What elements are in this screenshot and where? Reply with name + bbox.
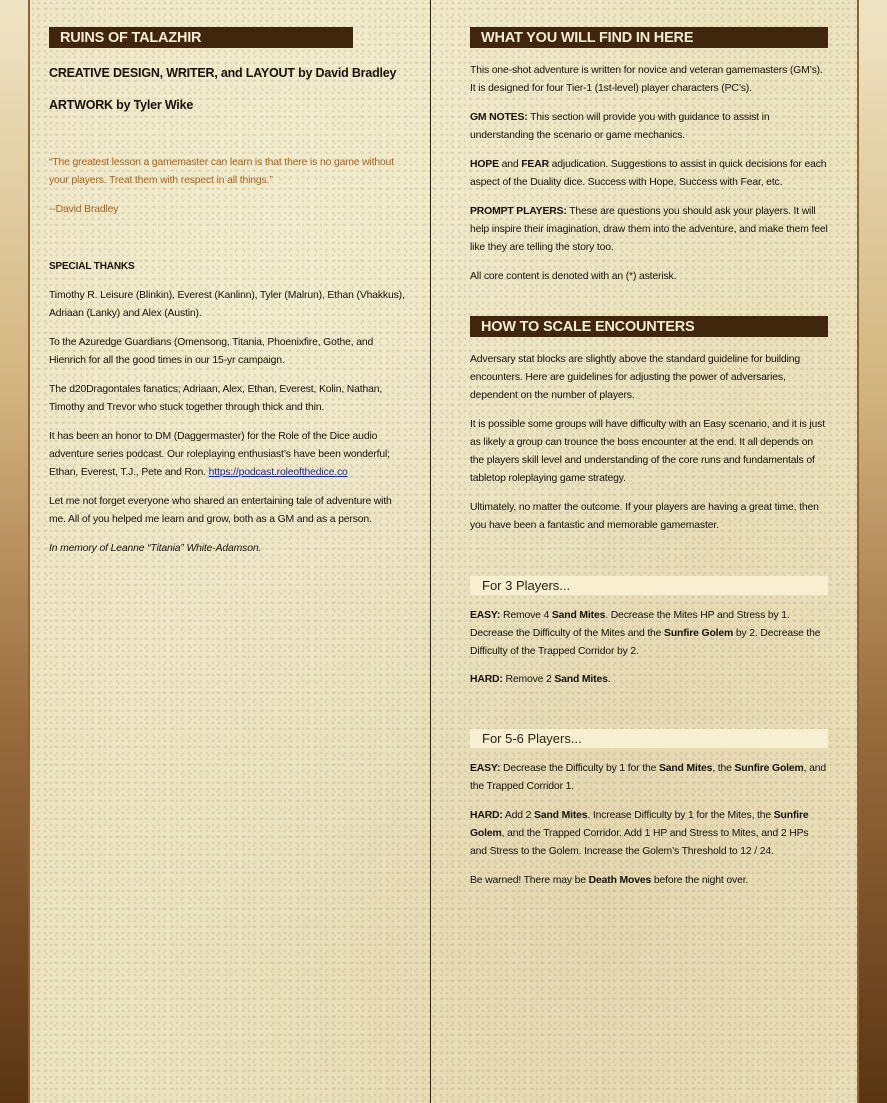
- scale-heading: HOW TO SCALE ENCOUNTERS: [470, 316, 828, 337]
- credit-design: CREATIVE DESIGN, WRITER, and LAYOUT by David Bradley: [49, 66, 397, 80]
- hope-fear-text: adjudication. Suggestions to assist in quick decisions for each aspect of the Duality dice. Success with Hope, Success with Fear, etc.: [470, 159, 827, 188]
- text-span: Remove 2: [502, 674, 555, 685]
- special-thanks-heading: SPECIAL THANKS: [49, 261, 135, 272]
- text-span: Decrease the Difficulty by 1 for the: [500, 763, 659, 774]
- death-moves: Death Moves: [588, 875, 652, 886]
- sand-mites: Sand Mites: [534, 810, 588, 821]
- core-content-note: All core content is denoted with an (*) asterisk.: [470, 271, 677, 282]
- hard-label: HARD:: [470, 810, 503, 821]
- five-easy-paragraph: [470, 760, 828, 796]
- thanks-paragraph-3: The d20Dragontales fanatics; Adriaan, Alex, Ethan, Everest, Kolin, Nathan, Timothy and Trevor who stuck together through thick and thin.: [49, 384, 383, 413]
- sand-mites: Sand Mites: [658, 763, 713, 774]
- thanks-paragraph-5: Let me not forget everyone who shared an entertaining tale of adventure with me. All of you helped me learn and grow, both as a GM and as a person.: [49, 496, 392, 525]
- three-hard-paragraph: [470, 671, 828, 689]
- scale-paragraph-2: It is possible some groups will have difficulty with an Easy scenario, and it is just as likely a group can trounce the boss encounter at the end. It all depends on the players skill level and understanding of the core runs and fundamentals of tabletop roleplaying game strategy.: [470, 419, 825, 484]
- epigraph-quote: “The greatest lesson a gamemaster can learn is that there is no game without your players. Treat them with respect in all things.”: [49, 157, 394, 186]
- hope-fear-paragraph: [470, 156, 828, 192]
- thanks-paragraph-2: To the Azuredge Guardians (Omensong, Titania, Phoenixfire, Gothe, and Hienrich for all the good times in our 15-yr campaign.: [49, 337, 374, 366]
- prompt-players-paragraph: [470, 203, 828, 257]
- fear-label: FEAR: [521, 159, 549, 170]
- in-memory-line: In memory of Leanne “Titania” White-Adamson.: [49, 543, 262, 554]
- text-span: by 2. Decrease the Difficulty of the Trapped Corridor by 2.: [470, 628, 821, 657]
- text-span: . Increase Difficulty by 1 for the Mites, the: [587, 810, 774, 821]
- right-column: [470, 27, 828, 890]
- gm-notes-label: GM NOTES:: [470, 112, 528, 123]
- prompt-label: PROMPT PLAYERS:: [470, 206, 567, 217]
- thanks-paragraph-4-text: It has been an honor to DM (Daggermaster) for the Role of the Dice audio adventure series podcast. Our roleplaying enthusiast’s have been wonderful; Ethan, Everest, T.J., Pete and Ron.: [49, 431, 390, 478]
- epigraph-author: --David Bradley: [49, 204, 119, 215]
- five-six-players-heading: For 5-6 Players...: [470, 729, 828, 748]
- column-divider: [430, 0, 431, 1103]
- death-moves-warning: [470, 872, 828, 890]
- text-span: Add 2: [502, 810, 535, 821]
- sunfire-golem: Sunfire Golem: [470, 810, 809, 839]
- easy-label: EASY:: [470, 763, 501, 774]
- three-easy-paragraph: [470, 607, 828, 661]
- five-hard-paragraph: [470, 807, 828, 861]
- text-span: before the night over.: [651, 875, 749, 886]
- text-span: Remove 4: [500, 610, 552, 621]
- text-span: , and the Trapped Corridor 1.: [470, 763, 826, 792]
- sunfire-golem: Sunfire Golem: [664, 628, 734, 639]
- easy-label: EASY:: [470, 610, 501, 621]
- thanks-paragraph-1: Timothy R. Leisure (Blinkin), Everest (Kanlinn), Tyler (Malrun), Ethan (Vhakkus), Adriaan (Lanky) and Alex (Austin).: [49, 290, 405, 319]
- prompt-text: These are questions you should ask your players. It will help inspire their imagination, draw them into the adventure, and make them feel like they are telling the story too.: [470, 206, 828, 253]
- podcast-link[interactable]: https://podcast.roleofthedice.co: [208, 467, 348, 478]
- hope-label: HOPE: [470, 159, 499, 170]
- gm-notes-text: This section will provide you with guidance to assist in understanding the scenario or game mechanics.: [470, 112, 770, 141]
- title-heading: RUINS OF TALAZHIR: [49, 27, 353, 48]
- find-heading: WHAT YOU WILL FIND IN HERE: [470, 27, 828, 48]
- three-players-heading: For 3 Players...: [470, 576, 828, 595]
- text-span: , the: [712, 763, 735, 774]
- sunfire-golem: Sunfire Golem: [734, 763, 804, 774]
- sand-mites: Sand Mites: [554, 674, 608, 685]
- text-span: . Decrease the Mites HP and Stress by 1. Decrease the Difficulty of the Mites and the: [470, 610, 790, 639]
- hard-label: HARD:: [470, 674, 503, 685]
- left-column: [49, 27, 411, 558]
- credit-artwork: ARTWORK by Tyler Wike: [49, 98, 194, 112]
- text-span: Be warned! There may be: [470, 875, 589, 886]
- find-intro: This one-shot adventure is written for novice and veteran gamemasters (GM’s). It is designed for four Tier-1 (1st-level) player characters (PC’s).: [470, 65, 823, 94]
- and-word: and: [498, 159, 522, 170]
- text-span: , and the Trapped Corridor. Add 1 HP and Stress to Mites, and 2 HPs and Stress to the Golem. Increase the Golem’s Threshold to 12 / 24.: [470, 828, 809, 857]
- thanks-paragraph-4: [49, 428, 411, 482]
- text-span: .: [607, 674, 611, 685]
- scale-paragraph-3: Ultimately, no matter the outcome. If your players are having a great time, then you have been a fantastic and memorable gamemaster.: [470, 502, 819, 531]
- gm-notes-paragraph: [470, 109, 828, 145]
- scale-paragraph-1: Adversary stat blocks are slightly above the standard guideline for building encounters. Here are guidelines for adjusting the power of adversaries, dependent on the number of players.: [470, 354, 800, 401]
- sand-mites: Sand Mites: [551, 610, 606, 621]
